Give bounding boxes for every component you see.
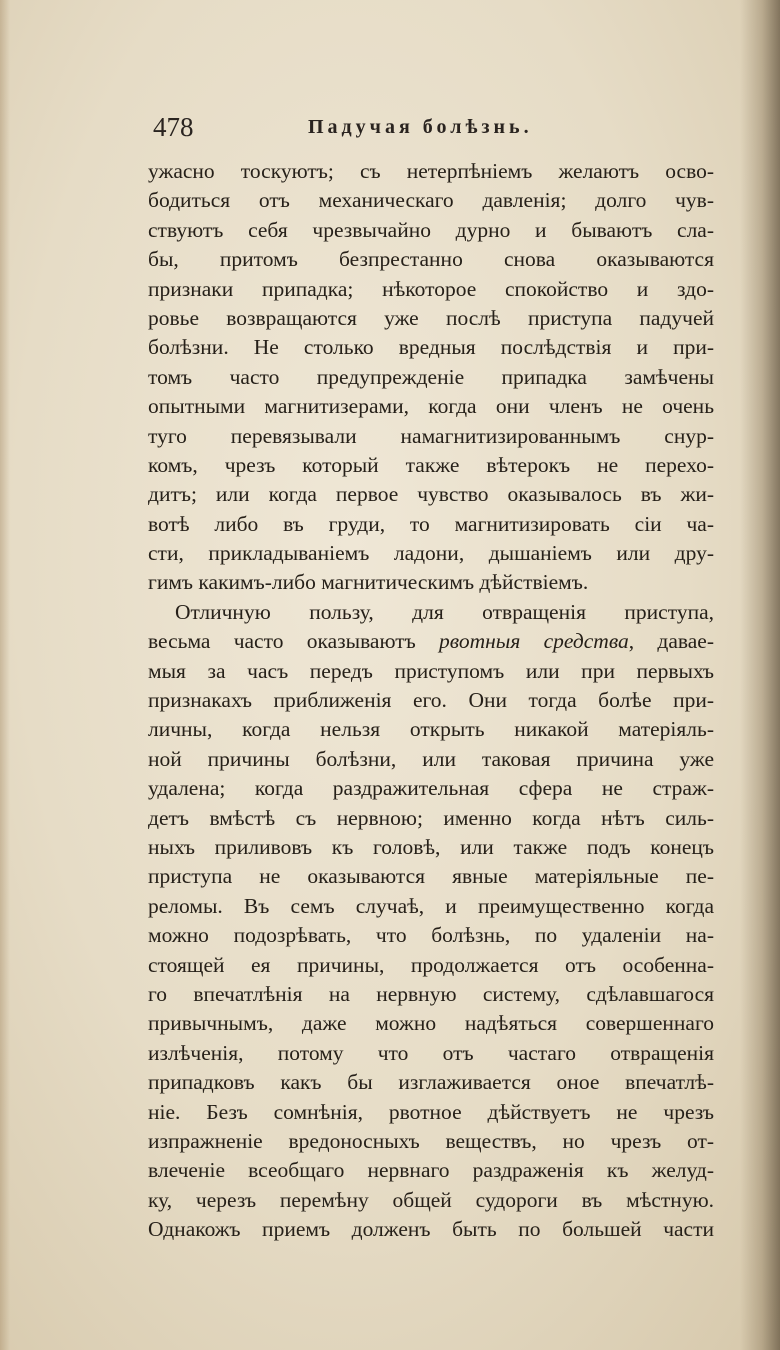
text-line: дитъ; или когда первое чувство оказывалось въ жи- <box>148 482 714 507</box>
text-segment: весьма часто оказываютъ <box>148 629 440 654</box>
text-line: припадковъ какъ бы изглаживается оное впечатлѣ- <box>148 1070 714 1095</box>
running-head <box>153 112 713 146</box>
text-line: мыя за часъ передъ приступомъ или при первыхъ <box>148 658 714 683</box>
text-line: гимъ какимъ-либо магнитическимъ дѣйствіемъ. <box>148 570 589 595</box>
text-line: признаки припадка; нѣкоторое спокойство и здо- <box>148 276 714 301</box>
text-line: излѣченія, потому что отъ частаго отвращенія <box>148 1040 714 1065</box>
text-line: вотѣ либо въ груди, то магнитизировать сіи ча- <box>148 511 714 536</box>
body-text <box>148 157 714 1244</box>
text-line: ныхъ приливовъ къ головѣ, или также подъ конецъ <box>148 834 714 859</box>
emphasized-term: рвотныя средства <box>439 629 629 654</box>
text-line: личны, когда нельзя открыть никакой матеріяль- <box>148 717 714 742</box>
page-number: 478 <box>153 112 194 142</box>
text-line: туго перевязывали намагнитизированнымъ снур- <box>148 423 714 448</box>
page-left-edge <box>0 0 10 1350</box>
text-line: признакахъ приближенія его. Они тогда болѣе при- <box>148 688 714 713</box>
chapter-title: Падучая болѣзнь. <box>308 116 533 138</box>
text-line: привычнымъ, даже можно надѣяться совершеннаго <box>148 1011 714 1036</box>
text-line: ровье возвращаются уже послѣ приступа падучей <box>148 305 714 330</box>
text-line: комъ, чрезъ который также вѣтерокъ не перехо- <box>148 452 714 477</box>
text-line: изпражненіе вредоносныхъ веществъ, но чрезъ от- <box>148 1128 714 1153</box>
book-spine-shadow <box>740 0 780 1350</box>
text-line: ной причины болѣзни, или таковая причина уже <box>148 746 714 771</box>
text-line: болѣзни. Не столько вредныя послѣдствія и при- <box>148 335 714 360</box>
text-line: ніе. Безъ сомнѣнія, рвотное дѣйствуетъ не чрезъ <box>148 1099 714 1124</box>
text-line: Однакожъ приемъ долженъ быть по большей части <box>148 1217 714 1242</box>
text-line: бодиться отъ механическаго давленія; долго чув- <box>148 188 714 213</box>
text-line: бы, притомъ безпрестанно снова оказываются <box>148 247 714 272</box>
text-line: приступа не оказываются явные матеріяльные пе- <box>148 864 714 889</box>
text-line: влеченіе всеобщаго нервнаго раздраженія къ желуд- <box>148 1158 714 1183</box>
text-line: удалена; когда раздражительная сфера не страж- <box>148 776 714 801</box>
text-line: стоящей ея причины, продолжается отъ особенна- <box>148 952 714 977</box>
text-line: ствуютъ себя чрезвычайно дурно и бываютъ сла- <box>148 217 714 242</box>
text-segment: , давае- <box>628 629 714 654</box>
text-line: реломы. Въ семъ случаѣ, и преимущественно когда <box>148 893 714 918</box>
text-line: Отличную пользу, для отвращенія приступа, <box>175 599 714 624</box>
text-line: детъ вмѣстѣ съ нервною; именно когда нѣтъ силь- <box>148 805 714 830</box>
text-line <box>148 627 714 656</box>
text-line: ужасно тоскуютъ; съ нетерпѣніемъ желаютъ осво- <box>148 159 714 183</box>
text-line: томъ часто предупрежденіе припадка замѣчены <box>148 364 714 389</box>
text-line: го впечатлѣнія на нервную систему, сдѣлавшагося <box>148 981 714 1006</box>
text-line: ку, черезъ перемѣну общей судороги въ мѣстную. <box>148 1187 714 1212</box>
text-line: опытными магнитизерами, когда они членъ не очень <box>148 394 714 419</box>
text-line: сти, прикладываніемъ ладони, дышаніемъ или дру- <box>148 541 714 566</box>
text-line: можно подозрѣвать, что болѣзнь, по удаленіи на- <box>148 923 714 948</box>
